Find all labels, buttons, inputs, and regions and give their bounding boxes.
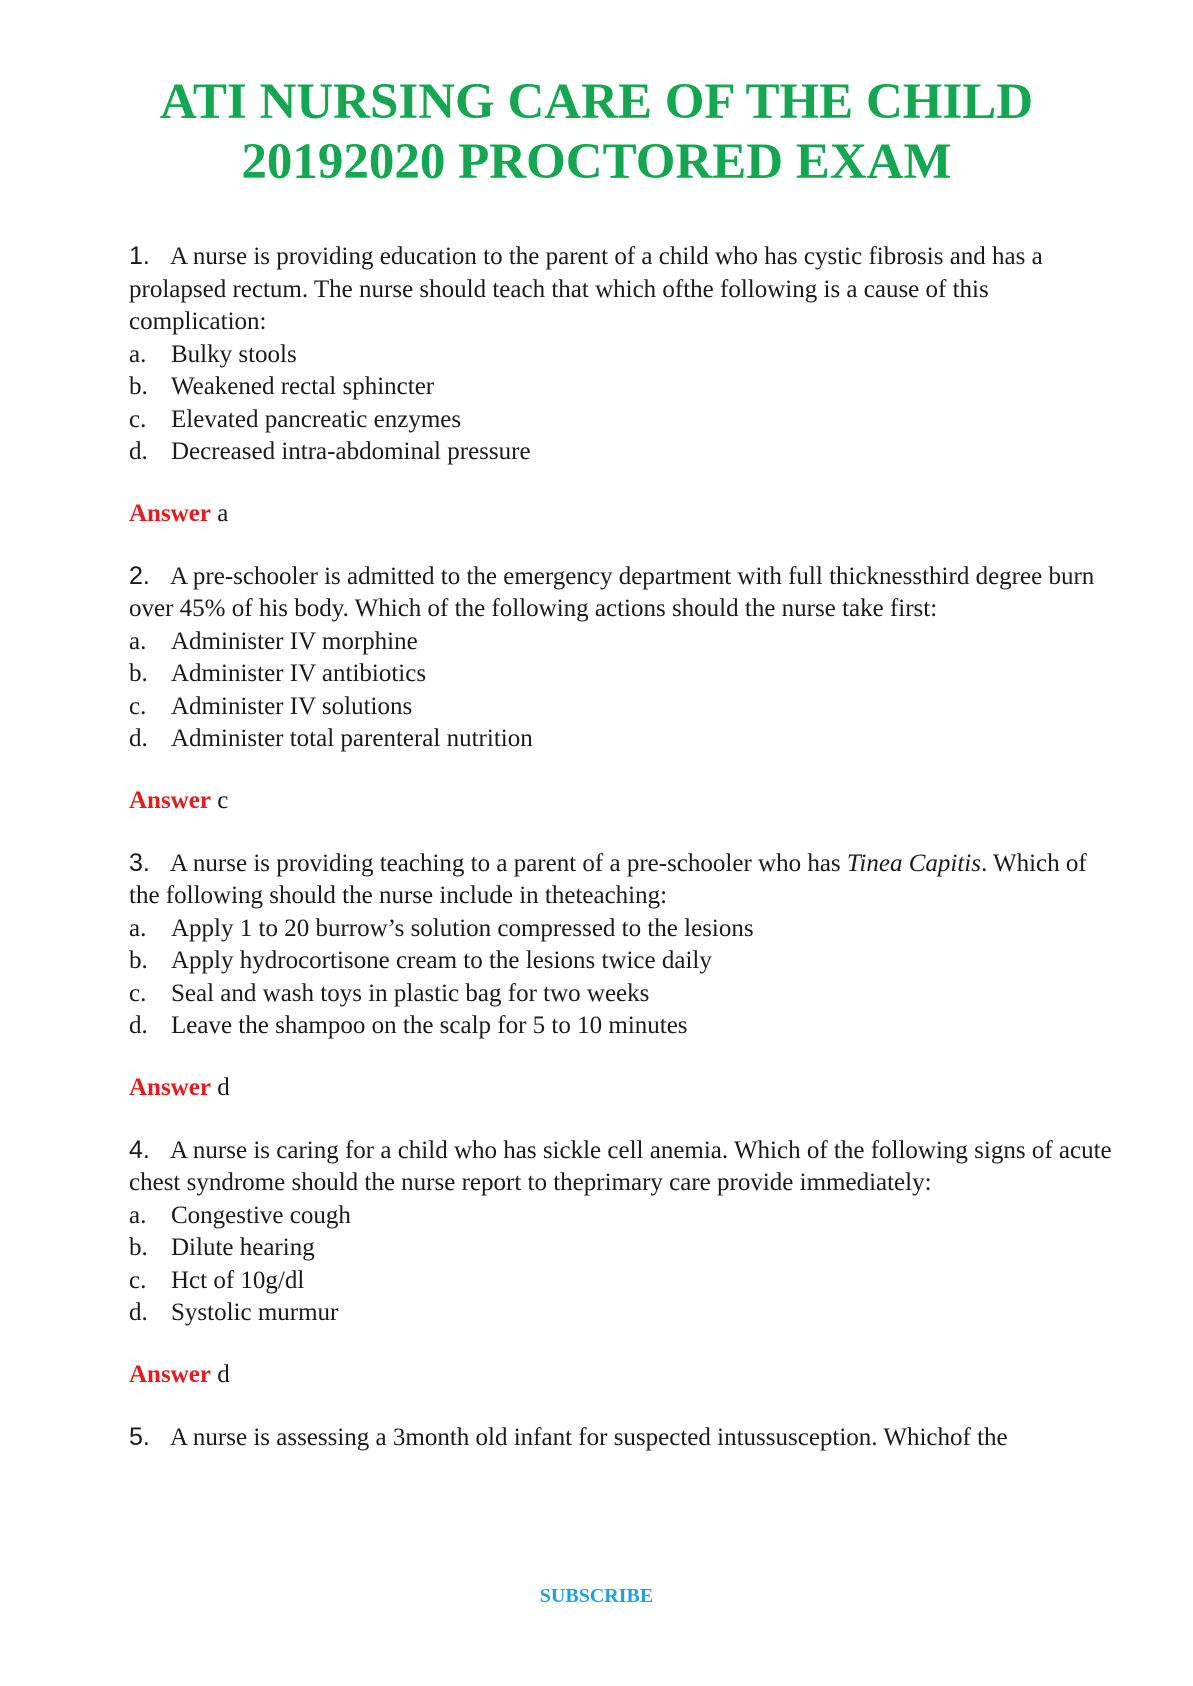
option-letter: c. xyxy=(129,692,147,720)
option-letter: c. xyxy=(129,405,147,433)
question-5 xyxy=(129,1421,1119,1455)
option-d xyxy=(129,723,1119,756)
question-stem xyxy=(129,240,1119,339)
question-4 xyxy=(129,1134,1119,1392)
answer-value: a xyxy=(217,499,229,527)
question-text: A nurse is caring for a child who has sickle cell anemia. Which of the following signs of acute chest syndrome should the nurse report to theprimary care provide immediately: xyxy=(129,1136,1112,1196)
option-b xyxy=(129,371,1119,404)
option-text: Administer IV solutions xyxy=(171,692,413,720)
option-d xyxy=(129,1010,1119,1043)
question-stem xyxy=(129,1421,1119,1455)
option-text: Seal and wash toys in plastic bag for two weeks xyxy=(171,979,650,1007)
answer-label: Answer xyxy=(129,786,211,814)
option-d xyxy=(129,1297,1119,1330)
option-a xyxy=(129,339,1119,372)
option-list xyxy=(129,339,1119,469)
answer-line xyxy=(129,785,1119,818)
question-3 xyxy=(129,847,1119,1105)
option-letter: a. xyxy=(129,914,147,942)
option-letter: a. xyxy=(129,1201,147,1229)
option-text: Leave the shampoo on the scalp for 5 to 10 minutes xyxy=(171,1012,688,1039)
option-list xyxy=(129,626,1119,756)
option-letter: b. xyxy=(129,373,148,400)
option-d xyxy=(129,436,1119,469)
option-letter: a. xyxy=(129,627,147,655)
question-1 xyxy=(129,240,1119,531)
option-letter: b. xyxy=(129,660,148,687)
option-c xyxy=(129,404,1119,437)
option-b xyxy=(129,1232,1119,1265)
option-letter: d. xyxy=(129,1012,148,1039)
option-list xyxy=(129,1200,1119,1330)
option-letter: d. xyxy=(129,725,148,752)
question-stem xyxy=(129,847,1119,913)
option-text: Administer IV antibiotics xyxy=(171,660,427,687)
answer-label: Answer xyxy=(129,499,211,527)
answer-value: d xyxy=(217,1073,230,1101)
question-text: A nurse is assessing a 3month old infant for suspected intussusception. Whichof the xyxy=(170,1423,1008,1451)
option-letter: c. xyxy=(129,979,147,1007)
question-stem xyxy=(129,560,1119,626)
option-b xyxy=(129,945,1119,978)
option-letter: d. xyxy=(129,438,148,465)
question-stem xyxy=(129,1134,1119,1200)
option-a xyxy=(129,626,1119,659)
question-2 xyxy=(129,560,1119,818)
option-text: Administer IV morphine xyxy=(171,627,418,655)
question-text-continued: . Which of the following should the nurse include in theteaching: xyxy=(129,849,1087,909)
option-text: Elevated pancreatic enzymes xyxy=(171,405,462,433)
option-b xyxy=(129,658,1119,691)
title-line-1: ATI NURSING CARE OF THE CHILD xyxy=(159,74,1034,130)
option-letter: b. xyxy=(129,947,148,974)
answer-line xyxy=(129,1359,1119,1392)
answer-value: c xyxy=(217,786,229,814)
title-line-2: 20192020 PROCTORED EXAM xyxy=(241,134,952,190)
option-a xyxy=(129,913,1119,946)
option-letter: c. xyxy=(129,1266,147,1294)
option-c xyxy=(129,691,1119,724)
option-c xyxy=(129,978,1119,1011)
option-letter: a. xyxy=(129,340,147,368)
question-number: 1. xyxy=(129,242,150,270)
question-number: 2. xyxy=(129,561,150,590)
option-text: Hct of 10g/dl xyxy=(171,1266,305,1294)
option-letter: d. xyxy=(129,1299,148,1326)
subscribe-link[interactable]: SUBSCRIBE xyxy=(539,1585,654,1607)
answer-line xyxy=(129,1072,1119,1105)
question-text: A nurse is providing teaching to a parent of a pre-schooler who has xyxy=(170,849,847,877)
answer-label: Answer xyxy=(129,1360,211,1388)
option-c xyxy=(129,1265,1119,1298)
option-text: Administer total parenteral nutrition xyxy=(171,725,533,752)
question-number: 5. xyxy=(129,1422,150,1451)
option-list xyxy=(129,913,1119,1043)
answer-value: d xyxy=(217,1360,230,1388)
option-text: Dilute hearing xyxy=(171,1234,315,1261)
option-text: Weakened rectal sphincter xyxy=(171,373,435,400)
option-text: Decreased intra-abdominal pressure xyxy=(171,438,531,465)
option-text: Apply 1 to 20 burrow’s solution compressed to the lesions xyxy=(171,914,754,942)
answer-line xyxy=(129,498,1119,531)
document-title xyxy=(0,72,1193,192)
option-a xyxy=(129,1200,1119,1233)
question-number: 4. xyxy=(129,1135,150,1164)
question-text: A nurse is providing education to the parent of a child who has cystic fibrosis and has a prolapsed rectum. The nurse should teach that which ofthe following is a cause of this complication: xyxy=(129,243,1043,335)
option-text: Congestive cough xyxy=(171,1201,351,1229)
option-text: Systolic murmur xyxy=(171,1299,339,1326)
question-list xyxy=(129,240,1119,1454)
option-letter: b. xyxy=(129,1234,148,1261)
answer-label: Answer xyxy=(129,1073,211,1101)
question-text: A pre-schooler is admitted to the emergency department with full thicknessthird degree burn over 45% of his body. Which of the following actions should the nurse take first: xyxy=(129,562,1095,622)
question-number: 3. xyxy=(129,848,150,877)
question-text-italic: Tinea Capitis xyxy=(846,849,981,877)
option-text: Apply hydrocortisone cream to the lesions twice daily xyxy=(171,947,712,974)
option-text: Bulky stools xyxy=(171,340,297,368)
